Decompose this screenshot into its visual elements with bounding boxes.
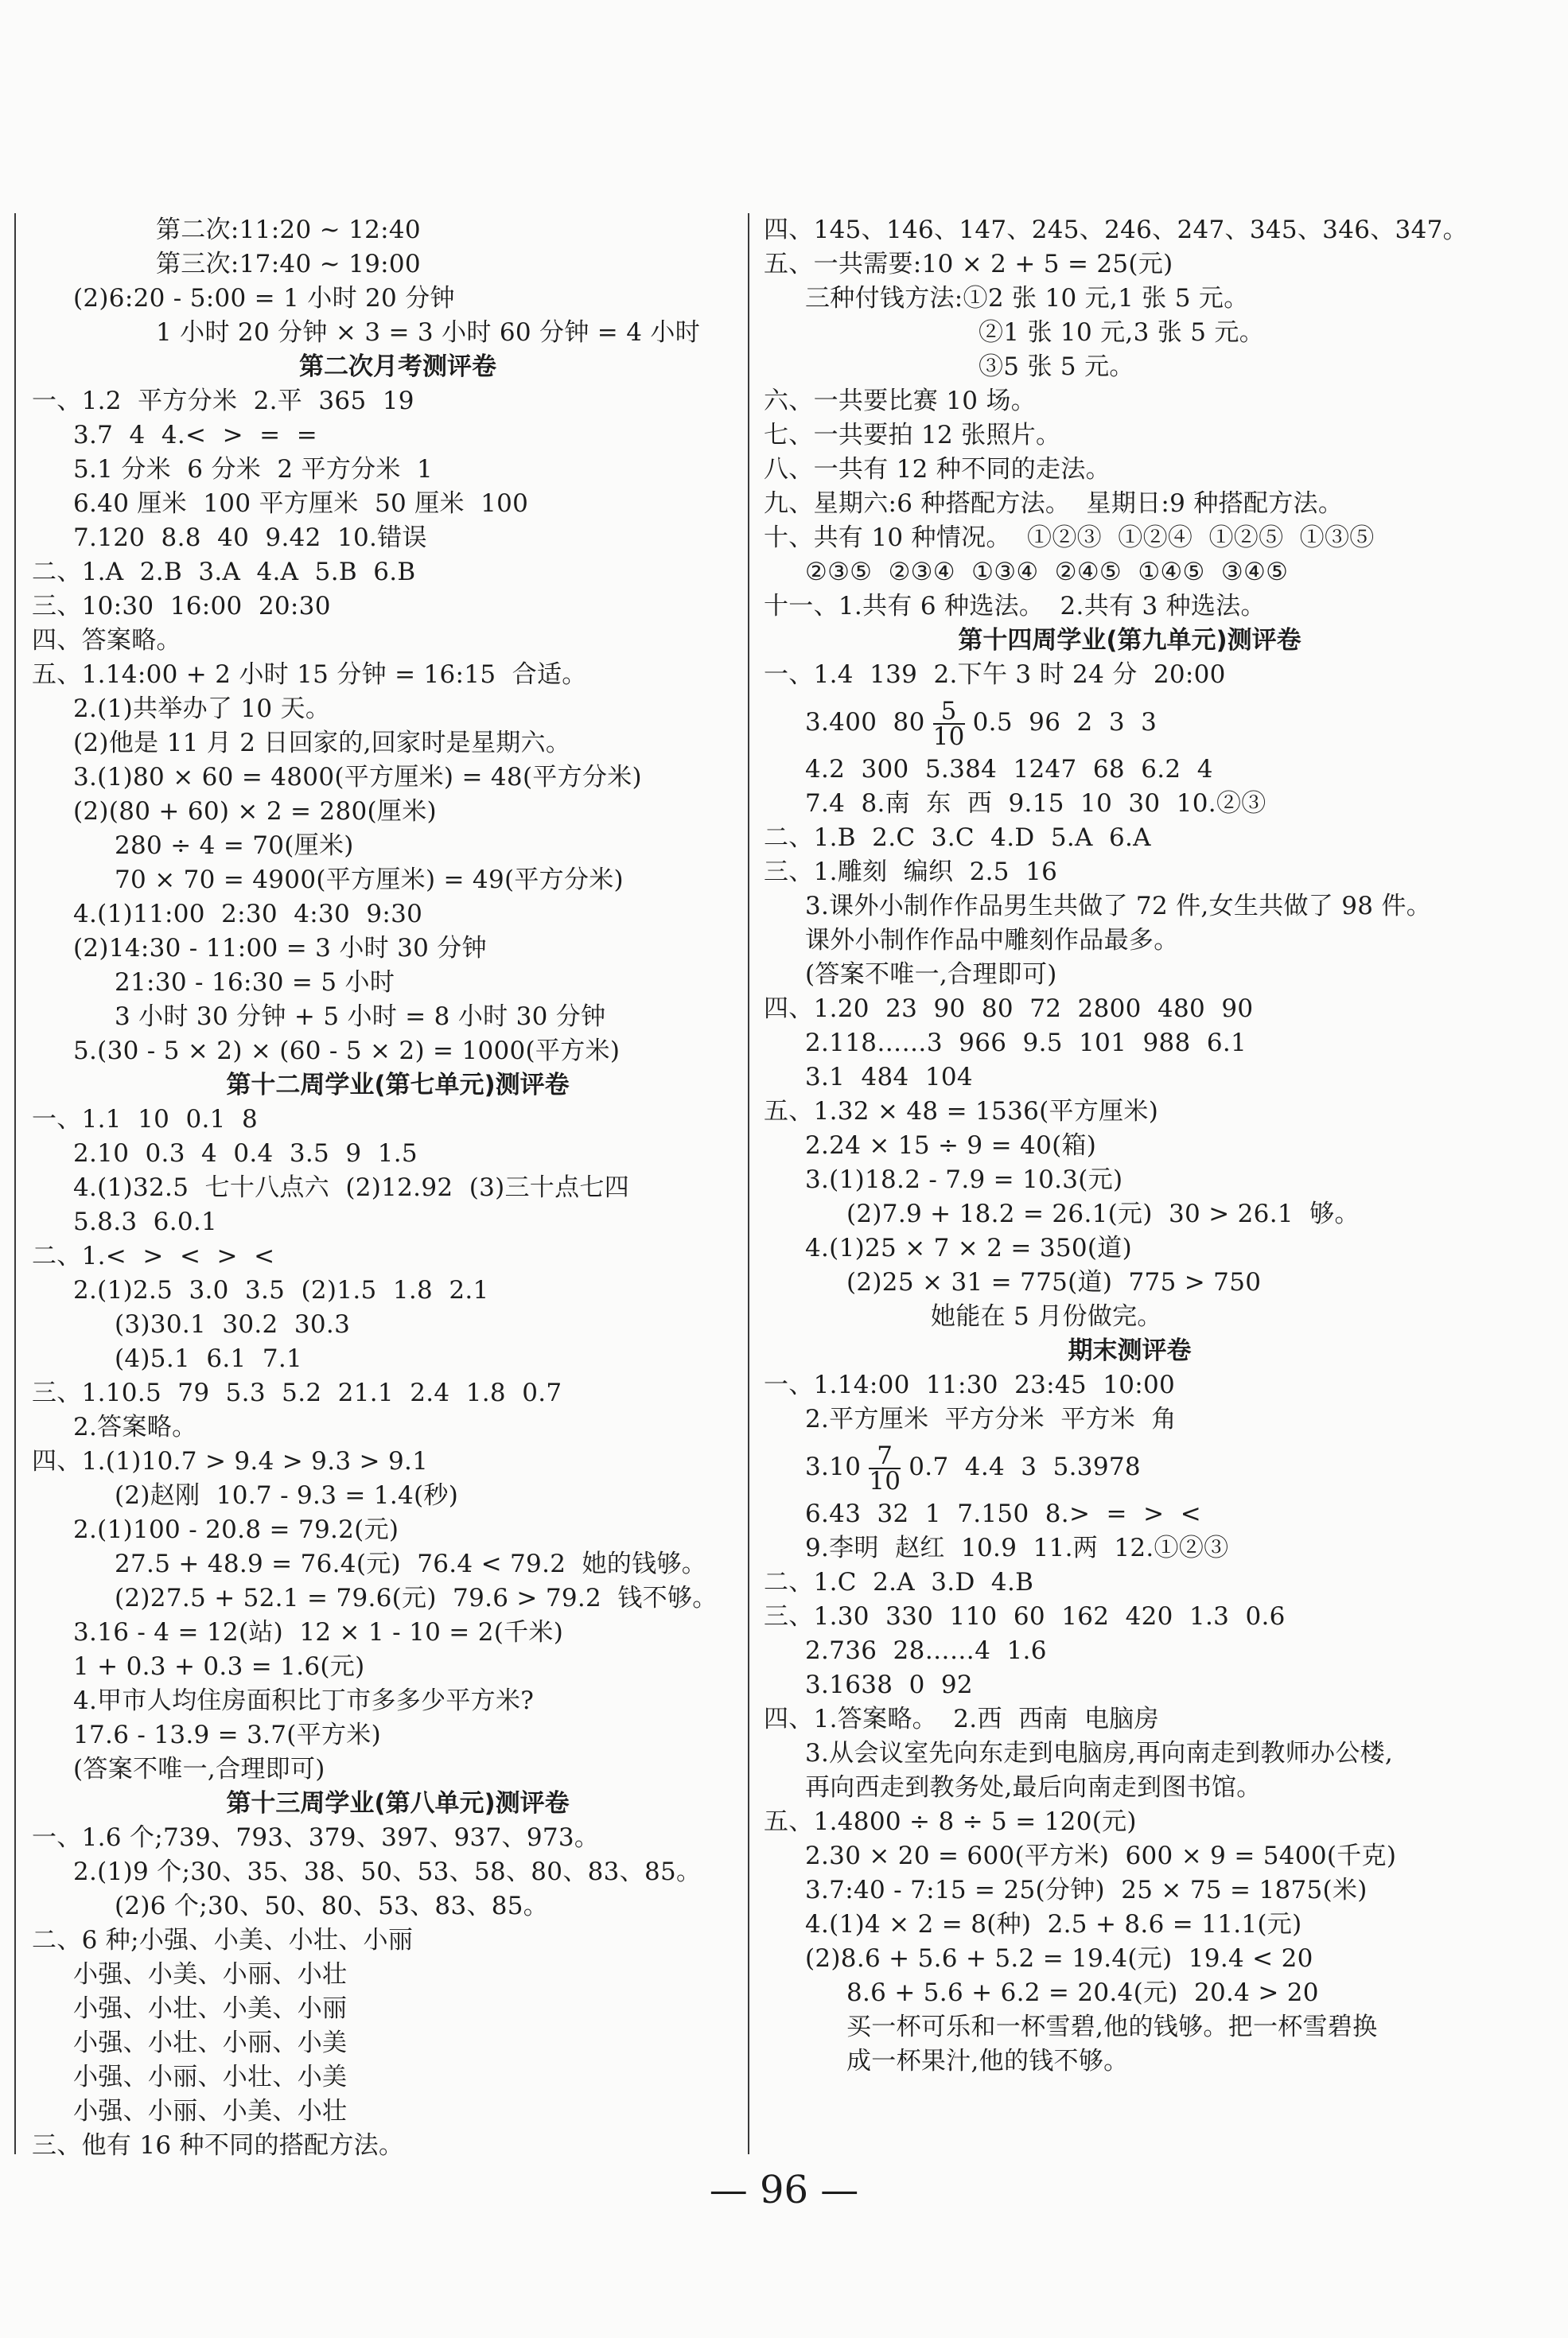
text-line: (2)25 × 31 = 775(道) 775 > 750: [846, 1268, 1262, 1297]
text-line: 4.(1)32.5 七十八点六 (2)12.92 (3)三十点七四: [73, 1173, 630, 1202]
text-line: 小强、小美、小丽、小壮: [73, 1960, 348, 1989]
text-line: 3.7:40 - 7:15 = 25(分钟) 25 × 75 = 1875(米): [805, 1876, 1368, 1904]
text-line: 4.(1)11:00 2:30 4:30 9:30: [73, 900, 423, 928]
text-line: 9.李明 赵红 10.9 11.两 12.①②③: [805, 1534, 1229, 1562]
text-line: 一、1.2 平方分米 2.平 365 19: [32, 387, 414, 415]
text-line: 四、1.20 23 90 80 72 2800 480 90: [764, 994, 1254, 1023]
text-line: 六、一共要比赛 10 场。: [764, 387, 1037, 415]
text-line: 二、1.< > < > <: [32, 1242, 275, 1270]
text-line: 小强、小丽、小壮、小美: [73, 2063, 348, 2091]
text-line-with-fraction: [764, 1437, 1496, 1497]
text-line: 3.(1)80 × 60 = 4800(平方厘米) = 48(平方分米): [73, 763, 642, 792]
text-line: 3.课外小制作作品男生共做了 72 件,女生共做了 98 件。: [805, 892, 1432, 920]
text-line: ②1 张 10 元,3 张 5 元。: [979, 318, 1264, 347]
text-line: 一、1.14:00 11:30 23:45 10:00: [764, 1371, 1176, 1399]
text-line: 4.(1)4 × 2 = 8(种) 2.5 + 8.6 = 11.1(元): [805, 1910, 1302, 1939]
text-line: 280 ÷ 4 = 70(厘米): [115, 831, 354, 860]
text: 3.400 80: [805, 708, 925, 737]
text-line: 课外小制作作品中雕刻作品最多。: [805, 926, 1179, 955]
text-line: ③5 张 5 元。: [979, 352, 1134, 381]
text-line: 四、145、146、147、245、246、247、345、346、347。: [764, 216, 1468, 244]
text-line: 2.(1)共举办了 10 天。: [73, 694, 331, 723]
text-line: 五、1.14:00 + 2 小时 15 分钟 = 16:15 合适。: [32, 660, 587, 689]
text-line: 十、共有 10 种情况。 ①②③ ①②④ ①②⑤ ①③⑤: [764, 523, 1375, 552]
fraction-denominator: 10: [869, 1466, 901, 1496]
text-line: 三种付钱方法:①2 张 10 元,1 张 5 元。: [805, 284, 1249, 313]
text-line: 5.1 分米 6 分米 2 平方分米 1: [73, 455, 434, 484]
text-line: 第三次:17:40 ~ 19:00: [156, 250, 421, 278]
text-line: ②③⑤ ②③④ ①③④ ②④⑤ ①④⑤ ③④⑤: [805, 558, 1289, 586]
text-line: 4.甲市人均住房面积比丁市多多少平方米?: [73, 1686, 535, 1715]
text-line: (答案不唯一,合理即可): [73, 1755, 325, 1784]
text-line: 一、1.4 139 2.下午 3 时 24 分 20:00: [764, 660, 1226, 689]
text-line: 2.30 × 20 = 600(平方米) 600 × 9 = 5400(千克): [805, 1842, 1397, 1870]
text-line: 五、1.4800 ÷ 8 ÷ 5 = 120(元): [764, 1807, 1137, 1836]
text-line: 八、一共有 12 种不同的走法。: [764, 455, 1111, 484]
text-line: (2)6 个;30、50、80、53、83、85。: [115, 1892, 549, 1920]
text-line: 三、1.30 330 110 60 162 420 1.3 0.6: [764, 1602, 1286, 1631]
text-line: (2)27.5 + 52.1 = 79.6(元) 79.6 > 79.2 钱不够。: [115, 1584, 718, 1612]
text-line: 21:30 - 16:30 = 5 小时: [115, 968, 395, 997]
text-line: 二、1.A 2.B 3.A 4.A 5.B 6.B: [32, 558, 416, 586]
fraction: [932, 696, 965, 751]
text-line: 2.24 × 15 ÷ 9 = 40(箱): [805, 1131, 1097, 1160]
left-column: [32, 213, 764, 2163]
text-line: (2)(80 + 60) × 2 = 280(厘米): [73, 797, 437, 826]
text-line: 再向西走到教务处,最后向南走到图书馆。: [805, 1773, 1262, 1802]
text-line: 成一杯果汁,他的钱不够。: [846, 2047, 1129, 2075]
fraction: [869, 1441, 901, 1496]
text-line: 2.(1)9 个;30、35、38、50、53、58、80、83、85。: [73, 1858, 702, 1886]
text-line: (2)7.9 + 18.2 = 26.1(元) 30 > 26.1 够。: [846, 1200, 1360, 1228]
text-line: 8.6 + 5.6 + 6.2 = 20.4(元) 20.4 > 20: [846, 1978, 1319, 2007]
text-line: 三、他有 16 种不同的搭配方法。: [32, 2131, 404, 2160]
text-line: 五、1.32 × 48 = 1536(平方厘米): [764, 1097, 1159, 1126]
text-line: 2.(1)2.5 3.0 3.5 (2)1.5 1.8 2.1: [73, 1276, 489, 1305]
text-line: 四、1.答案略。 2.西 西南 电脑房: [764, 1705, 1159, 1733]
text-line: (答案不唯一,合理即可): [805, 960, 1057, 989]
text-line: 4.2 300 5.384 1247 68 6.2 4: [805, 755, 1213, 784]
text-line: (3)30.1 30.2 30.3: [115, 1310, 351, 1339]
text-line-with-fraction: [764, 692, 1496, 753]
text-line: (2)6:20 - 5:00 = 1 小时 20 分钟: [73, 284, 455, 313]
text-line: 3.1638 0 92: [805, 1671, 973, 1699]
text-line: (2)8.6 + 5.6 + 5.2 = 19.4(元) 19.4 < 20: [805, 1944, 1313, 1973]
text-line: 三、1.10.5 79 5.3 5.2 21.1 2.4 1.8 0.7: [32, 1379, 562, 1407]
text-line: 2.(1)100 - 20.8 = 79.2(元): [73, 1515, 399, 1544]
fraction-denominator: 10: [932, 722, 965, 751]
text-line: (2)他是 11 月 2 日回家的,回家时是星期六。: [73, 729, 571, 757]
text-line: 1 小时 20 分钟 × 3 = 3 小时 60 分钟 = 4 小时: [156, 318, 701, 347]
left-rule: [14, 213, 16, 2154]
text-line: 3.(1)18.2 - 7.9 = 10.3(元): [805, 1165, 1123, 1194]
text-line: 2.答案略。: [73, 1413, 197, 1441]
right-column: [764, 213, 1496, 2079]
text-line: 一、1.1 10 0.1 8: [32, 1105, 258, 1134]
text: 0.5 96 2 3 3: [972, 708, 1158, 737]
text-line: 二、1.C 2.A 3.D 4.B: [764, 1568, 1034, 1597]
text-line: 3.16 - 4 = 12(站) 12 × 1 - 10 = 2(千米): [73, 1618, 564, 1647]
text-line: 第二次:11:20 ~ 12:40: [156, 216, 421, 244]
text-line: 17.6 - 13.9 = 3.7(平方米): [73, 1721, 382, 1749]
text-line: 3 小时 30 分钟 + 5 小时 = 8 小时 30 分钟: [115, 1002, 606, 1031]
fraction-numerator: 7: [869, 1444, 901, 1469]
text-line: 3.从会议室先向东走到电脑房,再向南走到教师办公楼,: [805, 1739, 1394, 1768]
text-line: 小强、小丽、小美、小壮: [73, 2097, 348, 2126]
text-line: 7.120 8.8 40 9.42 10.错误: [73, 523, 427, 552]
text-line: 她能在 5 月份做完。: [931, 1302, 1162, 1331]
text-line: 6.40 厘米 100 平方厘米 50 厘米 100: [73, 489, 529, 518]
text-line: 2.10 0.3 4 0.4 3.5 9 1.5: [73, 1139, 418, 1168]
text-line: 小强、小壮、小美、小丽: [73, 1994, 348, 2023]
text-line: (4)5.1 6.1 7.1: [115, 1344, 303, 1373]
text-line: 九、星期六:6 种搭配方法。 星期日:9 种搭配方法。: [764, 489, 1344, 518]
section-title: 第十二周学业(第七单元)测评卷: [226, 1071, 570, 1099]
text-line: (2)赵刚 10.7 - 9.3 = 1.4(秒): [115, 1481, 459, 1510]
section-title: 第二次月考测评卷: [299, 352, 496, 381]
text-line: 十一、1.共有 6 种选法。 2.共有 3 种选法。: [764, 592, 1266, 620]
text-line: 5.8.3 6.0.1: [73, 1208, 218, 1236]
text-line: 1 + 0.3 + 0.3 = 1.6(元): [73, 1652, 365, 1681]
text-line: 2.平方厘米 平方分米 平方米 角: [805, 1405, 1177, 1434]
text-line: 2.118……3 966 9.5 101 988 6.1: [805, 1029, 1247, 1057]
text-line: 七、一共要拍 12 张照片。: [764, 421, 1061, 449]
text-line: 5.(30 - 5 × 2) × (60 - 5 × 2) = 1000(平方米): [73, 1037, 621, 1065]
text-line: 三、1.雕刻 编织 2.5 16: [764, 858, 1058, 886]
text-line: 一、1.6 个;739、793、379、397、937、973。: [32, 1823, 600, 1852]
text-line: 小强、小壮、小丽、小美: [73, 2029, 348, 2057]
text-line: 6.43 32 1 7.150 8.> = > <: [805, 1500, 1201, 1528]
text-line: 买一杯可乐和一杯雪碧,他的钱够。把一杯雪碧换: [846, 2013, 1378, 2041]
text-line: 27.5 + 48.9 = 76.4(元) 76.4 < 79.2 她的钱够。: [115, 1550, 707, 1578]
text: 0.7 4.4 3 5.3978: [909, 1453, 1141, 1481]
text-line: 3.1 484 104: [805, 1063, 973, 1091]
text: 3.10: [805, 1453, 862, 1481]
text-line: 四、1.(1)10.7 > 9.4 > 9.3 > 9.1: [32, 1447, 429, 1476]
section-title: 第十四周学业(第九单元)测评卷: [958, 626, 1301, 655]
text-line: 4.(1)25 × 7 × 2 = 350(道): [805, 1234, 1132, 1262]
text-line: 四、答案略。: [32, 626, 181, 655]
section-title: 第十三周学业(第八单元)测评卷: [226, 1789, 570, 1818]
text-line: 二、6 种;小强、小美、小壮、小丽: [32, 1926, 414, 1955]
text-line: (2)14:30 - 11:00 = 3 小时 30 分钟: [73, 934, 487, 963]
text-line: 70 × 70 = 4900(平方厘米) = 49(平方分米): [115, 866, 624, 894]
text-line: 3.7 4 4.< > = =: [73, 421, 318, 449]
text-line: 7.4 8.南 东 西 9.15 10 30 10.②③: [805, 789, 1266, 818]
text-line: 三、10:30 16:00 20:30: [32, 592, 331, 620]
text-line: 2.736 28……4 1.6: [805, 1636, 1047, 1665]
page-number: — 96 —: [709, 2168, 859, 2212]
text-line: 二、1.B 2.C 3.C 4.D 5.A 6.A: [764, 823, 1151, 852]
text-line: 五、一共需要:10 × 2 + 5 = 25(元): [764, 250, 1173, 278]
fraction-numerator: 5: [933, 699, 965, 725]
section-title: 期末测评卷: [1068, 1336, 1192, 1365]
